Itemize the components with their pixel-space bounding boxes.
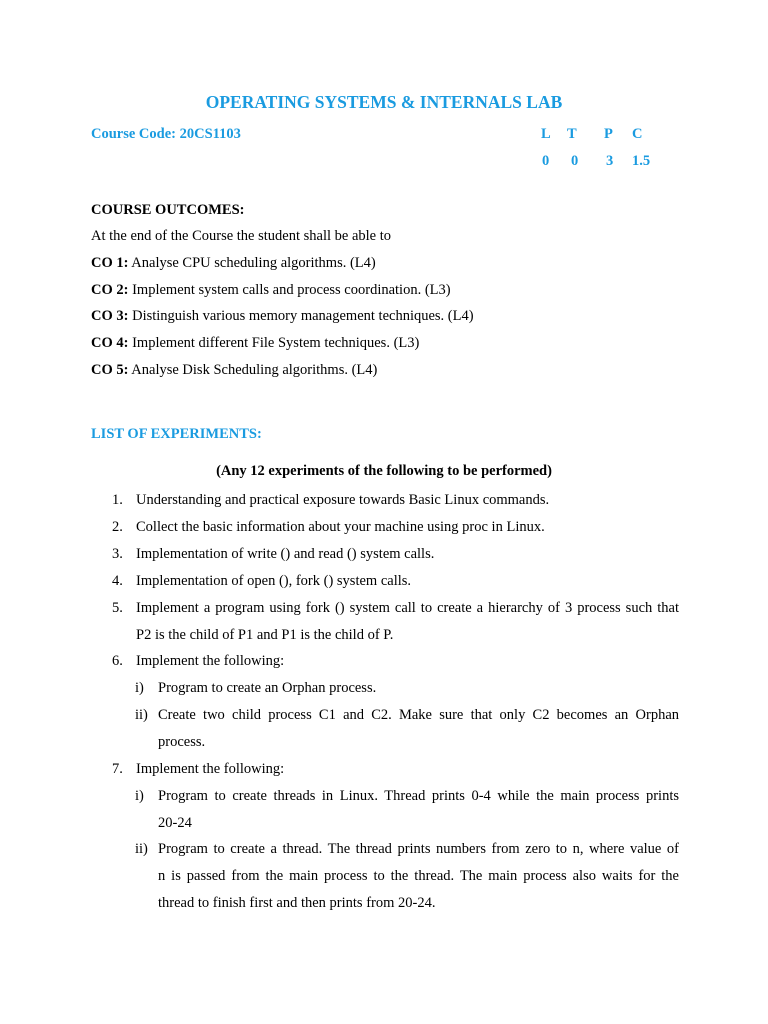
outcomes-intro: At the end of the Course the student shall be able to [91, 228, 391, 244]
ltpc-label-p: P [604, 126, 613, 142]
ltpc-label-l: L [541, 126, 551, 142]
list-item-number: 5. [112, 600, 123, 616]
outcome-label: CO 3: [91, 308, 129, 324]
experiments-heading: LIST OF EXPERIMENTS: [91, 426, 262, 442]
list-item-number: 4. [112, 573, 123, 589]
ltpc-label-t: T [567, 126, 577, 142]
outcome-label: CO 2: [91, 282, 129, 298]
outcomes-heading: COURSE OUTCOMES: [91, 202, 245, 218]
list-item-number: 2. [112, 519, 123, 535]
list-item-number: 6. [112, 653, 123, 669]
list-item-text: Collect the basic information about your machine using proc in Linux. [136, 519, 545, 535]
sub-item-text: thread to finish first and then prints from 20-24. [158, 895, 436, 911]
ltpc-value-l: 0 [542, 153, 550, 169]
outcome-label: CO 5: [91, 362, 129, 378]
outcome-item [91, 255, 376, 272]
list-item-text: P2 is the child of P1 and P1 is the child of P. [136, 627, 394, 643]
list-item-text: Understanding and practical exposure towards Basic Linux commands. [136, 492, 550, 508]
sub-item-number: ii) [135, 707, 148, 723]
outcome-item [91, 308, 474, 325]
sub-item-text: n is passed from the main process to the thread. The main process also waits for the [158, 868, 679, 884]
outcome-text: Analyse Disk Scheduling algorithms. (L4) [128, 362, 378, 378]
experiments-note: (Any 12 experiments of the following to be performed) [216, 463, 552, 479]
list-item-text: Implementation of open (), fork () system calls. [136, 573, 412, 589]
sub-item-text: Program to create threads in Linux. Thread prints 0-4 while the main process prints [158, 788, 679, 804]
ltpc-value-t: 0 [571, 153, 579, 169]
sub-item-number: ii) [135, 841, 148, 857]
list-item-text: Implement the following: [136, 761, 285, 777]
outcome-item [91, 335, 419, 352]
outcome-text: Implement different File System techniques. (L3) [128, 335, 420, 351]
outcome-text: Distinguish various memory management techniques. (L4) [128, 308, 474, 324]
sub-item-text: Program to create an Orphan process. [158, 680, 377, 696]
page-title: OPERATING SYSTEMS & INTERNALS LAB [205, 92, 563, 112]
sub-item-text: process. [158, 734, 206, 750]
list-item-text: Implement the following: [136, 653, 285, 669]
outcome-item [91, 362, 377, 379]
sub-item-number: i) [135, 680, 144, 696]
ltpc-value-c: 1.5 [632, 153, 651, 169]
list-item-number: 3. [112, 546, 123, 562]
list-item-text: Implement a program using fork () system call to create a hierarchy of 3 process such that [136, 600, 679, 616]
list-item-text: Implementation of write () and read () system calls. [136, 546, 435, 562]
ltpc-label-c: C [632, 126, 643, 142]
list-item-number: 1. [112, 492, 123, 508]
outcome-label: CO 4: [91, 335, 129, 351]
list-item-number: 7. [112, 761, 123, 777]
sub-item-text: 20-24 [158, 815, 192, 831]
outcome-text: Analyse CPU scheduling algorithms. (L4) [128, 255, 376, 271]
outcome-text: Implement system calls and process coordination. (L3) [128, 282, 451, 298]
sub-item-text: Create two child process C1 and C2. Make sure that only C2 becomes an Orphan [158, 707, 679, 723]
sub-item-text: Program to create a thread. The thread prints numbers from zero to n, where value of [158, 841, 679, 857]
outcome-label: CO 1: [91, 255, 129, 271]
ltpc-value-p: 3 [606, 153, 614, 169]
course-code: Course Code: 20CS1103 [91, 126, 241, 142]
outcome-item [91, 282, 451, 299]
sub-item-number: i) [135, 788, 144, 804]
